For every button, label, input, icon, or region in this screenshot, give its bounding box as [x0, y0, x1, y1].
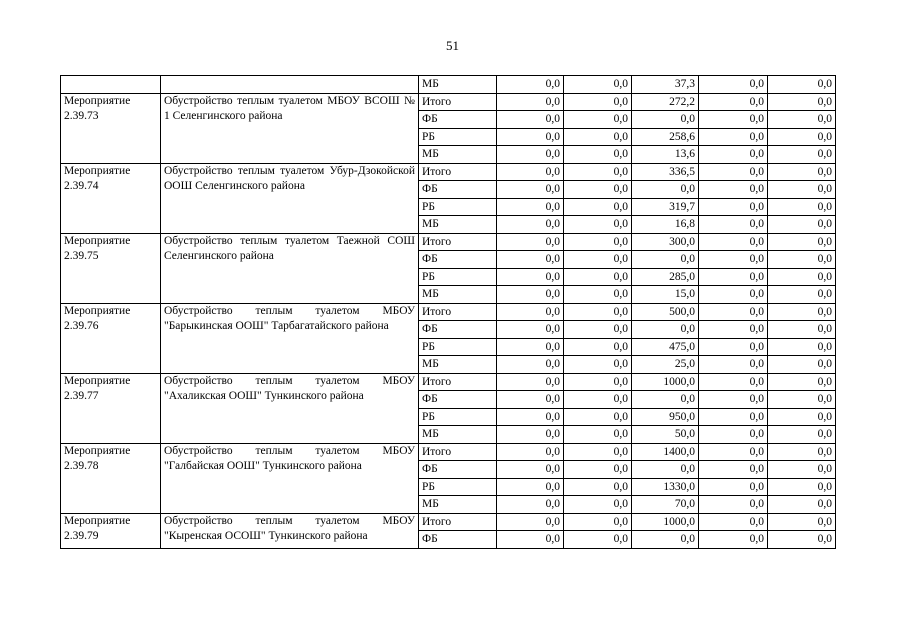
- table-row: [61, 163, 836, 181]
- table-row: [61, 373, 836, 391]
- measure-name-cell: Мероприятие 2.39.76: [61, 303, 161, 373]
- value-cell: 0,0: [768, 356, 836, 374]
- value-cell: 0,0: [768, 496, 836, 514]
- value-cell: 336,5: [632, 163, 699, 181]
- measure-name-cell: Мероприятие 2.39.77: [61, 373, 161, 443]
- value-cell: 0,0: [768, 338, 836, 356]
- value-cell: 0,0: [564, 321, 632, 339]
- value-cell: 0,0: [632, 111, 699, 129]
- value-cell: 0,0: [564, 513, 632, 531]
- value-cell: 15,0: [632, 286, 699, 304]
- table-body: [61, 76, 836, 549]
- value-cell: 0,0: [768, 478, 836, 496]
- value-cell: 13,6: [632, 146, 699, 164]
- funding-source-cell: ФБ: [419, 321, 497, 339]
- value-cell: 285,0: [632, 268, 699, 286]
- value-cell: 0,0: [699, 356, 768, 374]
- measure-description-cell: Обустройство теплым туалетом Убур-Дзокойской ООШ Селенгинского района: [161, 163, 419, 233]
- value-cell: 0,0: [699, 163, 768, 181]
- value-cell: 0,0: [768, 321, 836, 339]
- funding-source-cell: Итого: [419, 373, 497, 391]
- value-cell: 319,7: [632, 198, 699, 216]
- value-cell: 0,0: [699, 198, 768, 216]
- value-cell: 0,0: [497, 356, 564, 374]
- value-cell: 500,0: [632, 303, 699, 321]
- value-cell: 0,0: [564, 268, 632, 286]
- value-cell: 0,0: [497, 478, 564, 496]
- value-cell: 0,0: [497, 216, 564, 234]
- value-cell: 0,0: [699, 391, 768, 409]
- value-cell: 0,0: [699, 496, 768, 514]
- value-cell: 0,0: [497, 251, 564, 269]
- funding-source-cell: МБ: [419, 146, 497, 164]
- value-cell: 0,0: [497, 233, 564, 251]
- value-cell: 0,0: [699, 531, 768, 549]
- funding-source-cell: РБ: [419, 268, 497, 286]
- value-cell: 0,0: [497, 496, 564, 514]
- table-row: [61, 93, 836, 111]
- value-cell: 0,0: [768, 233, 836, 251]
- funding-source-cell: МБ: [419, 286, 497, 304]
- value-cell: 0,0: [699, 216, 768, 234]
- value-cell: 0,0: [497, 76, 564, 94]
- value-cell: 0,0: [632, 461, 699, 479]
- value-cell: 0,0: [564, 233, 632, 251]
- value-cell: 0,0: [497, 93, 564, 111]
- value-cell: 70,0: [632, 496, 699, 514]
- measure-name-cell: [61, 76, 161, 94]
- value-cell: 0,0: [564, 76, 632, 94]
- value-cell: 0,0: [564, 286, 632, 304]
- value-cell: 0,0: [699, 233, 768, 251]
- value-cell: 1400,0: [632, 443, 699, 461]
- value-cell: 0,0: [564, 531, 632, 549]
- measure-description-cell: Обустройство теплым туалетом МБОУ ВСОШ № 1 Селенгинского района: [161, 93, 419, 163]
- value-cell: 0,0: [497, 373, 564, 391]
- measure-description-cell: Обустройство теплым туалетом Таежной СОШ Селенгинского района: [161, 233, 419, 303]
- value-cell: 0,0: [699, 251, 768, 269]
- measure-name-cell: Мероприятие 2.39.73: [61, 93, 161, 163]
- funding-source-cell: МБ: [419, 216, 497, 234]
- value-cell: 0,0: [632, 391, 699, 409]
- funding-source-cell: ФБ: [419, 391, 497, 409]
- value-cell: 0,0: [699, 513, 768, 531]
- value-cell: 0,0: [632, 251, 699, 269]
- value-cell: 0,0: [564, 408, 632, 426]
- value-cell: 0,0: [768, 513, 836, 531]
- value-cell: 0,0: [632, 181, 699, 199]
- measure-description-cell: Обустройство теплым туалетом МБОУ "Кыренская ОСОШ" Тункинского района: [161, 513, 419, 548]
- value-cell: 0,0: [768, 461, 836, 479]
- funding-source-cell: Итого: [419, 93, 497, 111]
- value-cell: 0,0: [699, 338, 768, 356]
- value-cell: 16,8: [632, 216, 699, 234]
- value-cell: 0,0: [497, 303, 564, 321]
- value-cell: 0,0: [768, 408, 836, 426]
- value-cell: 50,0: [632, 426, 699, 444]
- measure-name-cell: Мероприятие 2.39.75: [61, 233, 161, 303]
- value-cell: 0,0: [564, 443, 632, 461]
- value-cell: 0,0: [699, 478, 768, 496]
- funding-source-cell: Итого: [419, 303, 497, 321]
- table-row: [61, 303, 836, 321]
- value-cell: 0,0: [564, 198, 632, 216]
- value-cell: 0,0: [768, 93, 836, 111]
- value-cell: 0,0: [497, 461, 564, 479]
- value-cell: 0,0: [497, 391, 564, 409]
- funding-source-cell: МБ: [419, 496, 497, 514]
- table-row: [61, 233, 836, 251]
- value-cell: 0,0: [564, 216, 632, 234]
- value-cell: 0,0: [768, 216, 836, 234]
- value-cell: 0,0: [699, 181, 768, 199]
- value-cell: 0,0: [699, 443, 768, 461]
- value-cell: 0,0: [497, 443, 564, 461]
- value-cell: 0,0: [699, 128, 768, 146]
- value-cell: 0,0: [768, 181, 836, 199]
- value-cell: 0,0: [497, 198, 564, 216]
- value-cell: 0,0: [564, 128, 632, 146]
- value-cell: 0,0: [768, 391, 836, 409]
- funding-source-cell: Итого: [419, 233, 497, 251]
- table-row: [61, 513, 836, 531]
- funding-source-cell: МБ: [419, 356, 497, 374]
- table-row: [61, 443, 836, 461]
- value-cell: 0,0: [497, 181, 564, 199]
- value-cell: 0,0: [564, 303, 632, 321]
- page-number: 51: [446, 38, 459, 53]
- value-cell: 0,0: [632, 321, 699, 339]
- value-cell: 0,0: [768, 198, 836, 216]
- value-cell: 0,0: [497, 128, 564, 146]
- funding-source-cell: РБ: [419, 198, 497, 216]
- measure-description-cell: [161, 76, 419, 94]
- value-cell: 0,0: [564, 181, 632, 199]
- value-cell: 0,0: [564, 426, 632, 444]
- table-row: [61, 76, 836, 94]
- value-cell: 1000,0: [632, 513, 699, 531]
- value-cell: 0,0: [699, 461, 768, 479]
- value-cell: 0,0: [632, 531, 699, 549]
- value-cell: 0,0: [497, 513, 564, 531]
- measure-description-cell: Обустройство теплым туалетом МБОУ "Галбайская ООШ" Тункинского района: [161, 443, 419, 513]
- measure-name-cell: Мероприятие 2.39.78: [61, 443, 161, 513]
- value-cell: 0,0: [699, 303, 768, 321]
- funding-source-cell: ФБ: [419, 531, 497, 549]
- value-cell: 0,0: [564, 461, 632, 479]
- value-cell: 0,0: [564, 338, 632, 356]
- value-cell: 950,0: [632, 408, 699, 426]
- funding-source-cell: МБ: [419, 426, 497, 444]
- value-cell: 0,0: [564, 111, 632, 129]
- value-cell: 0,0: [768, 531, 836, 549]
- value-cell: 0,0: [699, 76, 768, 94]
- value-cell: 0,0: [699, 268, 768, 286]
- value-cell: 0,0: [497, 338, 564, 356]
- value-cell: 0,0: [497, 146, 564, 164]
- value-cell: 475,0: [632, 338, 699, 356]
- value-cell: 0,0: [564, 496, 632, 514]
- funding-source-cell: МБ: [419, 76, 497, 94]
- funding-source-cell: ФБ: [419, 181, 497, 199]
- value-cell: 0,0: [699, 426, 768, 444]
- funding-source-cell: ФБ: [419, 111, 497, 129]
- value-cell: 0,0: [699, 408, 768, 426]
- value-cell: 0,0: [768, 146, 836, 164]
- value-cell: 0,0: [564, 251, 632, 269]
- funding-source-cell: РБ: [419, 338, 497, 356]
- value-cell: 0,0: [497, 111, 564, 129]
- value-cell: 1000,0: [632, 373, 699, 391]
- funding-source-cell: ФБ: [419, 461, 497, 479]
- value-cell: 0,0: [768, 373, 836, 391]
- value-cell: 0,0: [564, 93, 632, 111]
- value-cell: 0,0: [564, 356, 632, 374]
- value-cell: 0,0: [564, 373, 632, 391]
- value-cell: 0,0: [768, 76, 836, 94]
- value-cell: 0,0: [497, 408, 564, 426]
- value-cell: 0,0: [497, 163, 564, 181]
- value-cell: 0,0: [699, 111, 768, 129]
- value-cell: 0,0: [497, 426, 564, 444]
- measure-description-cell: Обустройство теплым туалетом МБОУ "Барыкинская ООШ" Тарбагатайского района: [161, 303, 419, 373]
- value-cell: 0,0: [699, 321, 768, 339]
- value-cell: 0,0: [497, 268, 564, 286]
- value-cell: 0,0: [768, 128, 836, 146]
- value-cell: 300,0: [632, 233, 699, 251]
- value-cell: 0,0: [497, 286, 564, 304]
- value-cell: 0,0: [699, 373, 768, 391]
- value-cell: 0,0: [564, 478, 632, 496]
- value-cell: 0,0: [699, 93, 768, 111]
- funding-source-cell: РБ: [419, 478, 497, 496]
- value-cell: 0,0: [564, 146, 632, 164]
- value-cell: 0,0: [768, 268, 836, 286]
- value-cell: 37,3: [632, 76, 699, 94]
- value-cell: 272,2: [632, 93, 699, 111]
- value-cell: 0,0: [497, 531, 564, 549]
- value-cell: 258,6: [632, 128, 699, 146]
- measure-name-cell: Мероприятие 2.39.79: [61, 513, 161, 548]
- value-cell: 0,0: [768, 303, 836, 321]
- value-cell: 0,0: [699, 286, 768, 304]
- funding-source-cell: Итого: [419, 443, 497, 461]
- value-cell: 0,0: [768, 443, 836, 461]
- measure-description-cell: Обустройство теплым туалетом МБОУ "Ахаликская ООШ" Тункинского района: [161, 373, 419, 443]
- value-cell: 0,0: [564, 391, 632, 409]
- funding-source-cell: Итого: [419, 513, 497, 531]
- value-cell: 0,0: [768, 251, 836, 269]
- value-cell: 0,0: [768, 163, 836, 181]
- value-cell: 0,0: [699, 146, 768, 164]
- value-cell: 0,0: [768, 426, 836, 444]
- funding-source-cell: ФБ: [419, 251, 497, 269]
- value-cell: 25,0: [632, 356, 699, 374]
- funding-source-cell: Итого: [419, 163, 497, 181]
- value-cell: 0,0: [497, 321, 564, 339]
- value-cell: 0,0: [564, 163, 632, 181]
- funding-source-cell: РБ: [419, 408, 497, 426]
- measure-name-cell: Мероприятие 2.39.74: [61, 163, 161, 233]
- value-cell: 1330,0: [632, 478, 699, 496]
- value-cell: 0,0: [768, 111, 836, 129]
- funding-source-cell: РБ: [419, 128, 497, 146]
- value-cell: 0,0: [768, 286, 836, 304]
- budget-table: [60, 75, 836, 549]
